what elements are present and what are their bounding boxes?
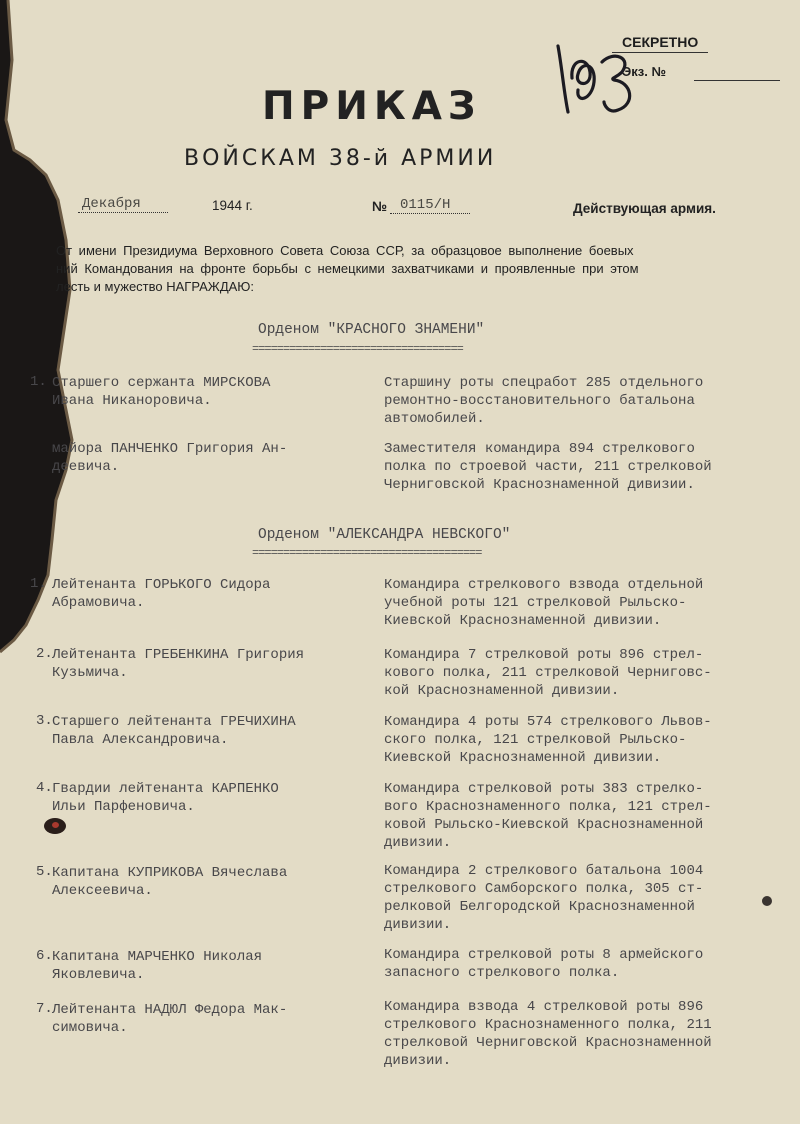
- intro-line-2: ний Командования на фронте борьбы с немецкими захватчиками и проявленные при этом: [56, 261, 639, 276]
- entry-name: Капитана МАРЧЕНКО Николая Яковлевича.: [52, 949, 263, 983]
- entry-name: Старшего лейтенанта ГРЕЧИХИНА Павла Александровича.: [52, 714, 296, 748]
- intro-line-3: лесть и мужество НАГРАЖДАЮ:: [56, 279, 255, 294]
- copy-number-line: [694, 80, 780, 81]
- entry-name: Капитана КУПРИКОВА Вячеслава Алексеевича.: [52, 865, 288, 899]
- date-dotted-line: [78, 212, 168, 213]
- entry-number: 1.: [30, 576, 47, 592]
- section-underline-red-banner: ==================================: [252, 342, 463, 356]
- document-subtitle: ВОЙСКАМ 38-й АРМИИ: [184, 146, 497, 171]
- entry-number: 1.: [30, 374, 47, 390]
- section-title-red-banner: Орденом "КРАСНОГО ЗНАМЕНИ": [258, 322, 485, 338]
- intro-line-1: От имени Президиума Верховного Совета Союза ССР, за образцовое выполнение боевых: [56, 243, 634, 258]
- entry-name: Лейтенанта НАДЮЛ Федора Мак- симовича.: [52, 1002, 288, 1036]
- entry-name: Лейтенанта ГРЕБЕНКИНА Григория Кузьмича.: [52, 647, 305, 681]
- entry-description: Командира 7 стрелковой роты 896 стрел- кового полка, 211 стрелковой Черниговс- кой Краснознаменной дивизии.: [384, 647, 712, 699]
- torn-edge: [0, 0, 100, 660]
- handwritten-number: [548, 38, 644, 118]
- entry-name: майора ПАНЧЕНКО Григория Ан- деевича.: [52, 441, 288, 475]
- entry-description: Командира стрелковой роты 8 армейского запасного стрелкового полка.: [384, 947, 704, 981]
- entry-number: 5.: [36, 864, 53, 880]
- entry-number: 2.: [36, 646, 53, 662]
- entry-name: Гвардии лейтенанта КАРПЕНКО Ильи Парфеновича.: [52, 781, 279, 815]
- order-number: 0115/Н: [400, 197, 451, 213]
- entry-description: Командира взвода 4 стрелковой роты 896 стрелкового Краснознаменного полка, 211 стрелковой Черниговской Краснознаменной дивизии.: [384, 999, 712, 1069]
- copy-number-label: Экз. №: [622, 64, 666, 79]
- entry-number: 3.: [36, 713, 53, 729]
- section-underline-alexander-nevsky: =====================================: [252, 546, 482, 560]
- entry-number: 7.: [36, 1001, 53, 1017]
- entry-name: Старшего сержанта МИРСКОВА Ивана Никаноровича.: [52, 375, 271, 409]
- red-mark: [52, 822, 59, 828]
- entry-name: Лейтенанта ГОРЬКОГО Сидора Абрамовича.: [52, 577, 271, 611]
- entry-number: 6.: [36, 948, 53, 964]
- number-dotted-line: [390, 213, 470, 214]
- order-number-label: №: [372, 199, 388, 214]
- order-year: 1944 г.: [212, 198, 253, 213]
- document-title: ПРИКАЗ: [262, 84, 482, 129]
- entry-description: Командира стрелковой роты 383 стрелко- вого Краснознаменного полка, 121 стрел- ковой Рыльско-Киевской Краснознаменной дивизии.: [384, 781, 712, 851]
- order-month: Декабря: [82, 196, 141, 212]
- entry-description: Командира 4 роты 574 стрелкового Львов- ского полка, 121 стрелковой Рыльско- Киевской Краснознаменной дивизии.: [384, 714, 712, 766]
- order-location: Действующая армия.: [573, 201, 716, 216]
- entry-description: Заместителя командира 894 стрелкового полка по строевой части, 211 стрелковой Черниговской Краснознаменной дивизии.: [384, 441, 712, 493]
- entry-description: Старшину роты спецработ 285 отдельного ремонтно-восстановительного батальона автомобилей.: [384, 375, 704, 427]
- secret-stamp: СЕКРЕТНО: [622, 34, 699, 50]
- ink-dot: [762, 896, 772, 906]
- entry-number: 4.: [36, 780, 53, 796]
- entry-description: Командира стрелкового взвода отдельной учебной роты 121 стрелковой Рыльско- Киевской Краснознаменной дивизии.: [384, 577, 704, 629]
- section-title-alexander-nevsky: Орденом "АЛЕКСАНДРА НЕВСКОГО": [258, 527, 511, 543]
- entry-description: Командира 2 стрелкового батальона 1004 стрелкового Самборского полка, 305 ст- релковой Белгородской Краснознаменной дивизии.: [384, 863, 704, 933]
